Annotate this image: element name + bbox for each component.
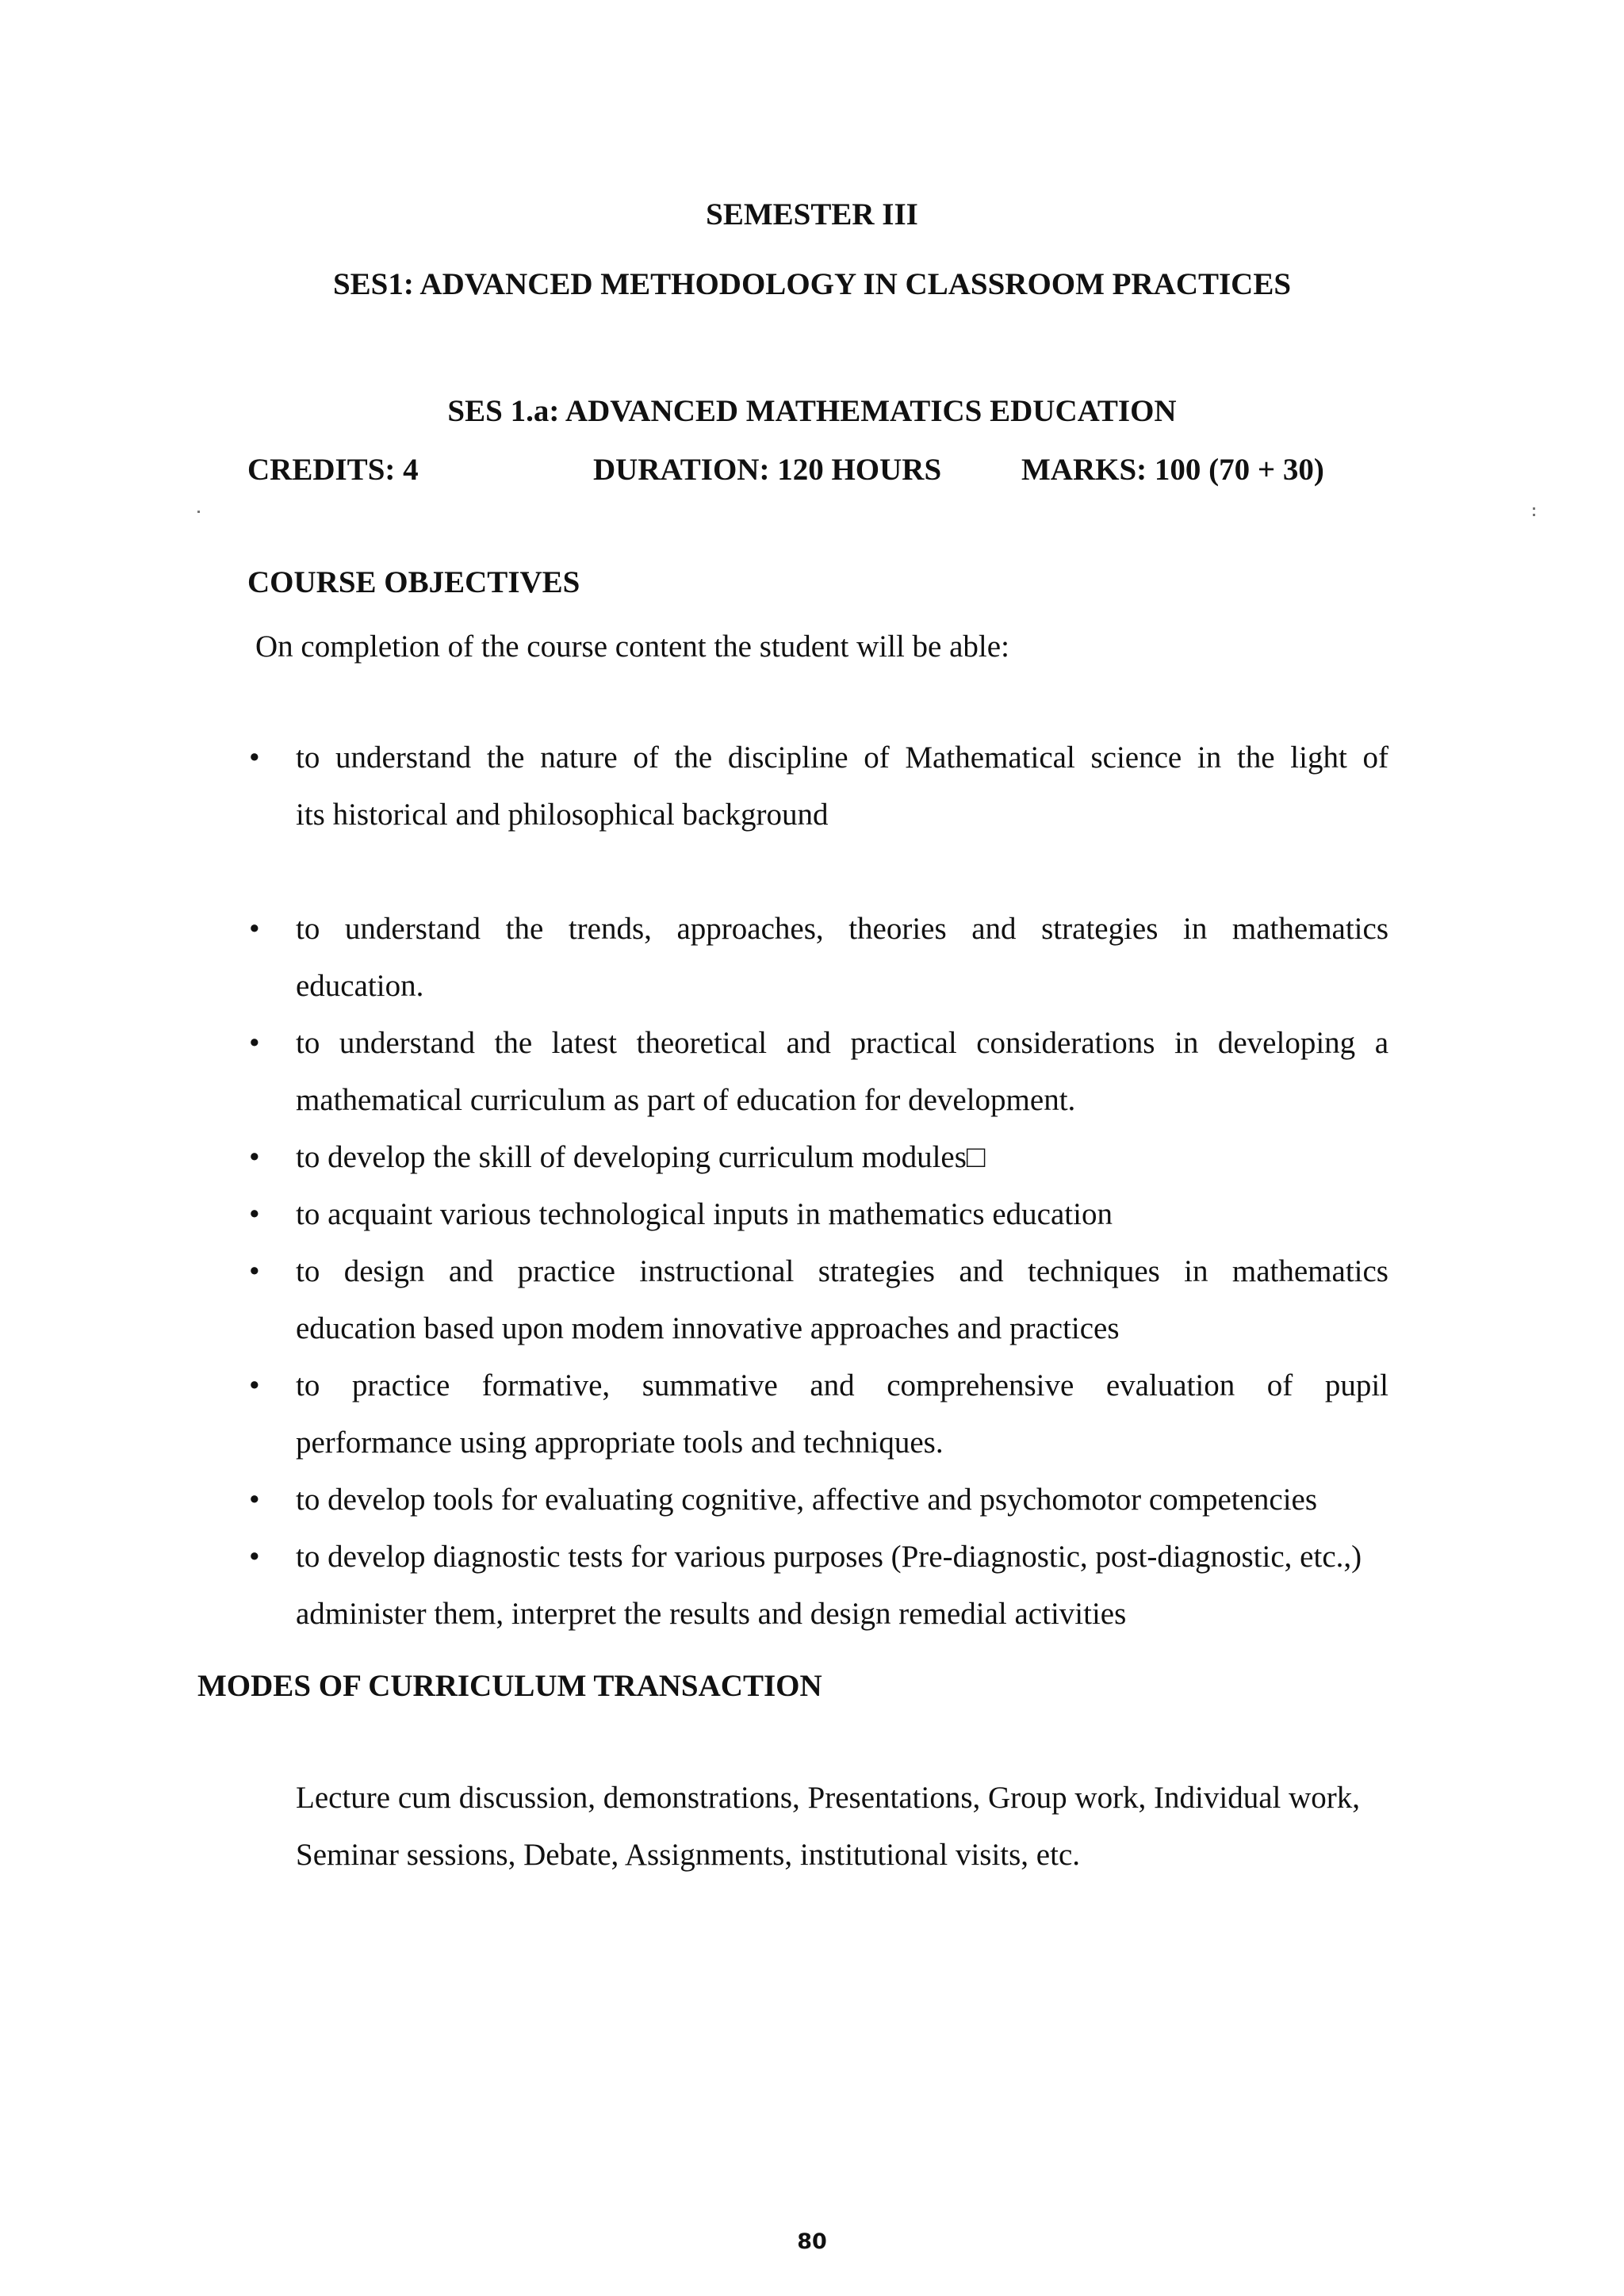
list-item-line: performance using appropriate tools and techniques. [296,1425,944,1460]
list-item [249,1471,1388,1529]
list-item-line: to practice formative, summative and comprehensive evaluation of pupil [296,1368,1388,1402]
bullet-icon: • [249,912,260,946]
bullet-icon: • [249,740,260,775]
list-item [249,1015,1388,1129]
list-item-line: its historical and philosophical background [296,798,829,832]
duration-label: DURATION: 120 HOURS [593,453,942,487]
list-item-line: to develop tools for evaluating cognitive, affective and psychomotor competencies [296,1483,1318,1517]
modes-heading: MODES OF CURRICULUM TRANSACTION [197,1669,822,1703]
semester-heading: SEMESTER III [706,197,918,232]
list-item-line: to understand the latest theoretical and practical considerations in developing a [296,1026,1388,1060]
list-item-line: to develop diagnostic tests for various purposes (Pre-diagnostic, post-diagnostic, etc.,) [296,1540,1362,1574]
list-item [249,1186,1388,1243]
bullet-icon: • [249,1026,260,1060]
bullet-icon: • [249,1140,260,1174]
objectives-intro: On completion of the course content the student will be able: [255,629,1009,664]
bullet-icon: • [249,1368,260,1402]
list-item [249,729,1388,844]
scan-mark-right [1533,507,1535,510]
page-number: 80 [797,2229,827,2254]
list-item-line: administer them, interpret the results and design remedial activities [296,1597,1127,1631]
list-item [249,1357,1388,1471]
list-item-line: to understand the trends, approaches, theories and strategies in mathematics [296,912,1388,946]
marks-label: MARKS: 100 (70 + 30) [1021,453,1324,487]
list-item [249,1243,1388,1357]
list-item-line: to acquaint various technological inputs in mathematics education [296,1197,1113,1231]
list-item-line: mathematical curriculum as part of education for development. [296,1083,1076,1117]
objectives-list [249,729,1388,1643]
scan-mark-right-lower [1533,514,1535,516]
list-item-line: to design and practice instructional strategies and techniques in mathematics [296,1254,1388,1288]
modes-line-1: Lecture cum discussion, demonstrations, Presentations, Group work, Individual work, [296,1781,1361,1815]
list-item-line: to understand the nature of the discipline of Mathematical science in the light of [296,740,1388,775]
bullet-icon: • [249,1197,260,1231]
bullet-icon: • [249,1483,260,1517]
bullet-icon: • [249,1254,260,1288]
course-objectives-heading: COURSE OBJECTIVES [247,565,580,599]
modes-line-2: Seminar sessions, Debate, Assignments, institutional visits, etc. [296,1838,1081,1872]
list-item [249,901,1388,1015]
credits-label: CREDITS: 4 [247,453,419,487]
scan-mark-left [197,511,200,513]
list-item-line: education based upon modem innovative approaches and practices [296,1311,1120,1345]
list-item-line: to develop the skill of developing curriculum modules□ [296,1140,986,1174]
course-title-heading: SES 1.a: ADVANCED MATHEMATICS EDUCATION [447,394,1177,428]
course-group-heading: SES1: ADVANCED METHODOLOGY IN CLASSROOM PRACTICES [332,267,1292,301]
list-item [249,1529,1388,1643]
list-item [249,1129,1388,1186]
list-item-line: education. [296,969,424,1003]
bullet-icon: • [249,1540,260,1574]
